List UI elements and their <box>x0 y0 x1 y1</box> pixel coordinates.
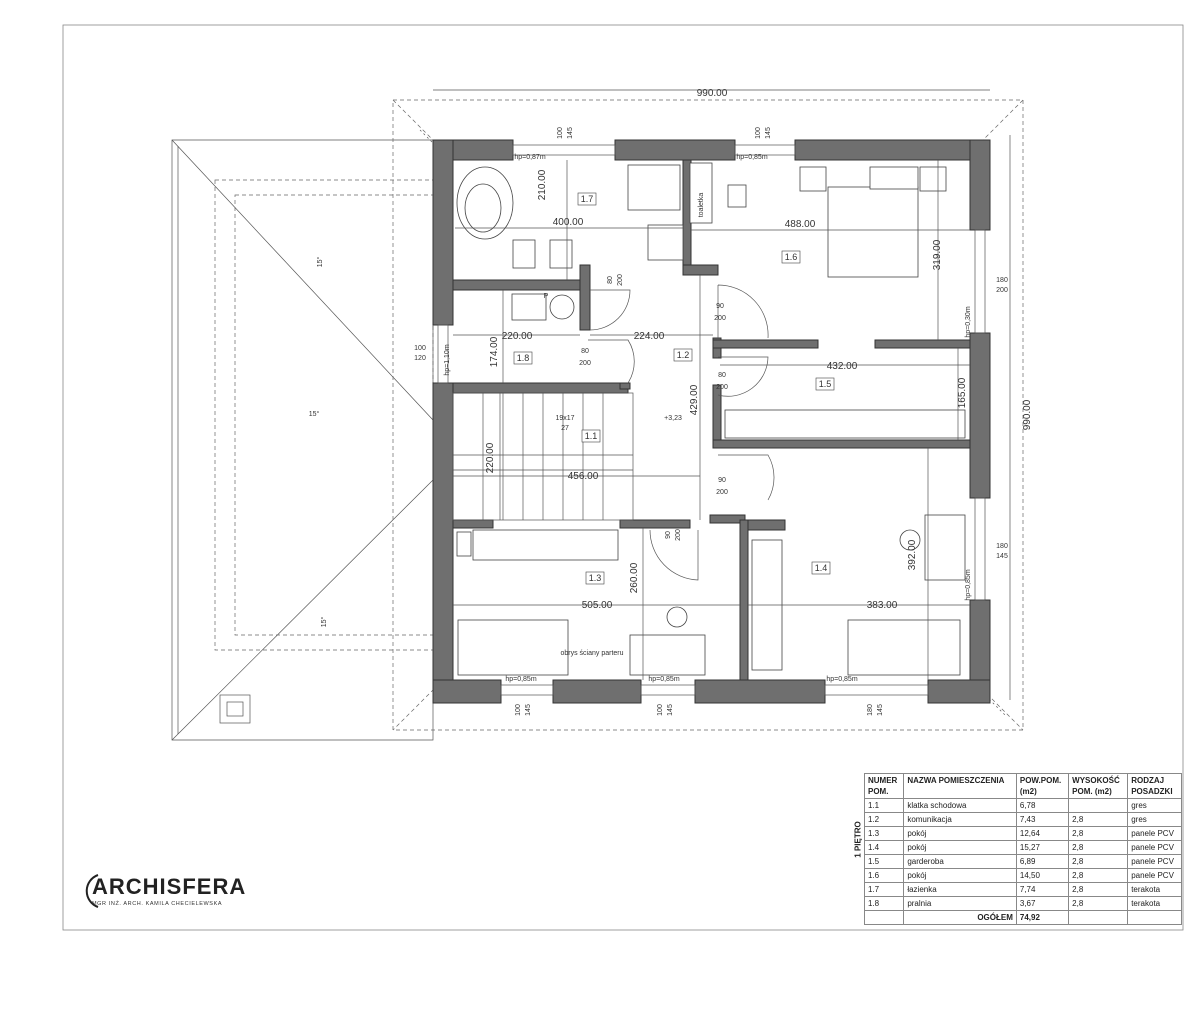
table-row: 1.5 garderoba 6,89 2,8 panele PCV <box>844 855 1182 869</box>
toaletka-label: toaletka <box>698 192 705 218</box>
svg-text:1.3: 1.3 <box>588 573 602 583</box>
level-mark: +3,23 <box>664 415 682 422</box>
stairs-label: 19x17 <box>555 415 575 422</box>
top-win-right-b: 145 <box>765 127 772 139</box>
table-row: 1.1 klatka schodowa 6,78 gres <box>844 799 1182 813</box>
table-header-row <box>844 774 1182 799</box>
dim-room16-w: 488.00 <box>784 219 816 230</box>
brand-subtitle: MGR INŻ. ARCH. KAMILA CHECIELEWSKA <box>92 901 223 907</box>
header-floor-type: RODZAJ POSADZKI <box>1128 774 1182 799</box>
overall-width-dim: 990.00 <box>696 88 728 99</box>
door-e-h: 200 <box>716 489 728 496</box>
header-area: POW.POM. (m2) <box>1016 774 1068 799</box>
door-e-w: 90 <box>718 477 726 484</box>
lower-roof <box>172 140 433 740</box>
table-row: 1.8 pralnia 3,67 2,8 terakota <box>844 897 1182 911</box>
svg-text:1.4: 1.4 <box>814 563 828 573</box>
door-c-h: 200 <box>714 315 726 322</box>
header-name: NAZWA POMIESZCZENIA <box>904 774 1017 799</box>
dim-room11-h: 220.00 <box>485 442 496 474</box>
dim-room13-w: 505.00 <box>581 600 613 611</box>
sill-030: hp=0,30m <box>965 306 972 338</box>
overall-height-dim: 990.00 <box>1022 399 1033 431</box>
room-schedule-table <box>844 773 1182 925</box>
total-label: OGÓŁEM <box>904 911 1017 925</box>
dim-room13-h: 260.00 <box>629 562 640 594</box>
top-win-left-a: 100 <box>557 127 564 139</box>
right-win-bot-a: 180 <box>996 543 1008 550</box>
door-b-w: 80 <box>581 348 589 355</box>
total-value: 74,92 <box>1016 911 1068 925</box>
dim-room11-w: 456.00 <box>567 471 599 482</box>
sill-085-bot2: hp=0,85m <box>648 676 680 683</box>
svg-text:1.2: 1.2 <box>676 350 690 360</box>
bot-win-3-a: 180 <box>867 704 874 716</box>
right-win-top-b: 200 <box>996 287 1008 294</box>
p-label: P <box>543 293 549 300</box>
left-win-b: 120 <box>414 355 426 362</box>
door-a-h: 200 <box>617 274 624 286</box>
roof-slope-c: 15° <box>321 616 328 628</box>
brand-name: ARCHISFERA <box>92 874 247 899</box>
svg-text:1.5: 1.5 <box>818 379 832 389</box>
sill-085-bot3: hp=0,85m <box>826 676 858 683</box>
table-row: 1.2 komunikacja 7,43 2,8 gres <box>844 813 1182 827</box>
dim-room17-h: 210.00 <box>537 169 548 201</box>
bot-win-2-a: 100 <box>657 704 664 716</box>
bot-win-1-b: 145 <box>525 704 532 716</box>
door-f-w: 90 <box>665 531 672 539</box>
outline-note: obrys ściany parteru <box>560 650 624 657</box>
top-win-left-b: 145 <box>567 127 574 139</box>
door-b-h: 200 <box>579 360 591 367</box>
door-d-w: 80 <box>718 372 726 379</box>
dim-room18-h: 174.00 <box>489 336 500 368</box>
bot-win-3-b: 145 <box>877 704 884 716</box>
door-f-h: 200 <box>675 529 682 541</box>
door-d-h: 200 <box>716 384 728 391</box>
svg-text:1.6: 1.6 <box>784 252 798 262</box>
dim-room17-w: 400.00 <box>552 217 584 228</box>
svg-text:1.7: 1.7 <box>580 194 594 204</box>
floor-label-cell <box>844 774 865 925</box>
right-win-top-a: 180 <box>996 277 1008 284</box>
svg-text:1.8: 1.8 <box>516 353 530 363</box>
door-c-w: 90 <box>716 303 724 310</box>
door-a-w: 80 <box>607 276 614 284</box>
sill-085: hp=0,85m <box>736 154 768 161</box>
dim-room12-h: 429.00 <box>689 384 700 416</box>
brand-logo <box>78 872 247 912</box>
top-win-right-a: 100 <box>755 127 762 139</box>
table-row: 1.3 pokój 12,64 2,8 panele PCV <box>844 827 1182 841</box>
dim-room12-w: 224.00 <box>633 331 665 342</box>
left-win-a: 100 <box>414 345 426 352</box>
right-win-bot-b: 145 <box>996 553 1008 560</box>
header-number: NUMER POM. <box>865 774 904 799</box>
bot-win-1-a: 100 <box>515 704 522 716</box>
bot-win-2-b: 145 <box>667 704 674 716</box>
dim-room16-h: 319.00 <box>932 239 943 271</box>
table-row: 1.6 pokój 14,50 2,8 panele PCV <box>844 869 1182 883</box>
sill-085-right: hp=0,85m <box>965 569 972 601</box>
header-height: WYSOKOŚĆ POM. (m2) <box>1069 774 1128 799</box>
sill-110: hp=1,10m <box>444 344 451 376</box>
dim-room14-w: 383.00 <box>866 600 898 611</box>
stairs-count: 27 <box>561 425 569 432</box>
table-row: 1.7 łazienka 7,74 2,8 terakota <box>844 883 1182 897</box>
dim-room15-w: 432.00 <box>826 361 858 372</box>
sill-085-bot1: hp=0,85m <box>505 676 537 683</box>
roof-slope-b: 15° <box>308 411 320 418</box>
dim-room18-w: 220.00 <box>501 331 533 342</box>
table-row: 1.4 pokój 15,27 2,8 panele PCV <box>844 841 1182 855</box>
floor-label: 1 PIĘTRO <box>853 820 863 858</box>
dim-room15-h: 165.00 <box>957 377 968 409</box>
dim-room14-h: 392.00 <box>907 539 918 571</box>
roof-slope-a: 15° <box>317 256 324 268</box>
svg-text:1.1: 1.1 <box>584 431 598 441</box>
table-total-row <box>844 911 1182 925</box>
sill-087: hp=0,87m <box>514 154 546 161</box>
